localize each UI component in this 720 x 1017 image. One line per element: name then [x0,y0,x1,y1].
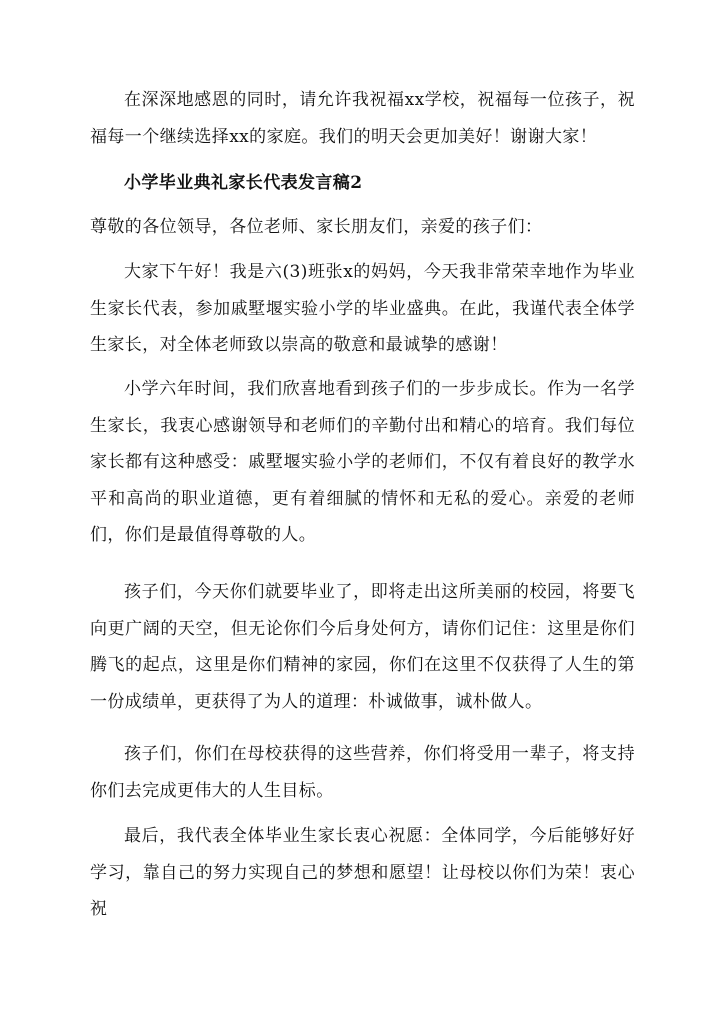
salutation-paragraph: 尊敬的各位领导，各位老师、家长朋友们，亲爱的孩子们： [90,217,543,237]
closing-paragraph: 在深深地感恩的同时，请允许我祝福xx学校，祝福每一位孩子，祝福每一个继续选择xx的家庭。我们的明天会更加美好！谢谢大家！ [90,90,635,147]
greeting-paragraph: 大家下午好！我是六(3)班张x的妈妈，今天我非常荣幸地作为毕业生家长代表，参加戚墅堰实验小学的毕业盛典。在此，我谨代表全体学生家长，对全体老师致以崇高的敬意和最诚挚的感谢！ [90,262,635,355]
encouragement-paragraph: 孩子们，你们在母校获得的这些营养，你们将受用一辈子，将支持你们去完成更伟大的人生目标。 [90,744,635,801]
message-to-children-paragraph: 孩子们，今天你们就要毕业了，即将走出这所美丽的校园，将要飞向更广阔的天空，但无论你们今后身处何方，请你们记住：这里是你们腾飞的起点，这里是你们精神的家园，你们在这里不仅获得了人生的第一份成绩单，更获得了为人的道理：朴诚做事，诚朴做人。 [90,582,635,712]
final-wishes-paragraph: 最后，我代表全体毕业生家长衷心祝愿：全体同学，今后能够好好学习，靠自己的努力实现自己的梦想和愿望！让母校以你们为荣！衷心祝 [90,826,635,919]
gratitude-paragraph: 小学六年时间，我们欣喜地看到孩子们的一步步成长。作为一名学生家长，我衷心感谢领导和老师们的辛勤付出和精心的培育。我们每位家长都有这种感受：戚墅堰实验小学的老师们，不仅有着良好的教学水平和高尚的职业道德，更有着细腻的情怀和无私的爱心。亲爱的老师们，你们是最值得尊敬的人。 [90,379,635,545]
section-heading: 小学毕业典礼家长代表发言稿2 [124,173,363,193]
